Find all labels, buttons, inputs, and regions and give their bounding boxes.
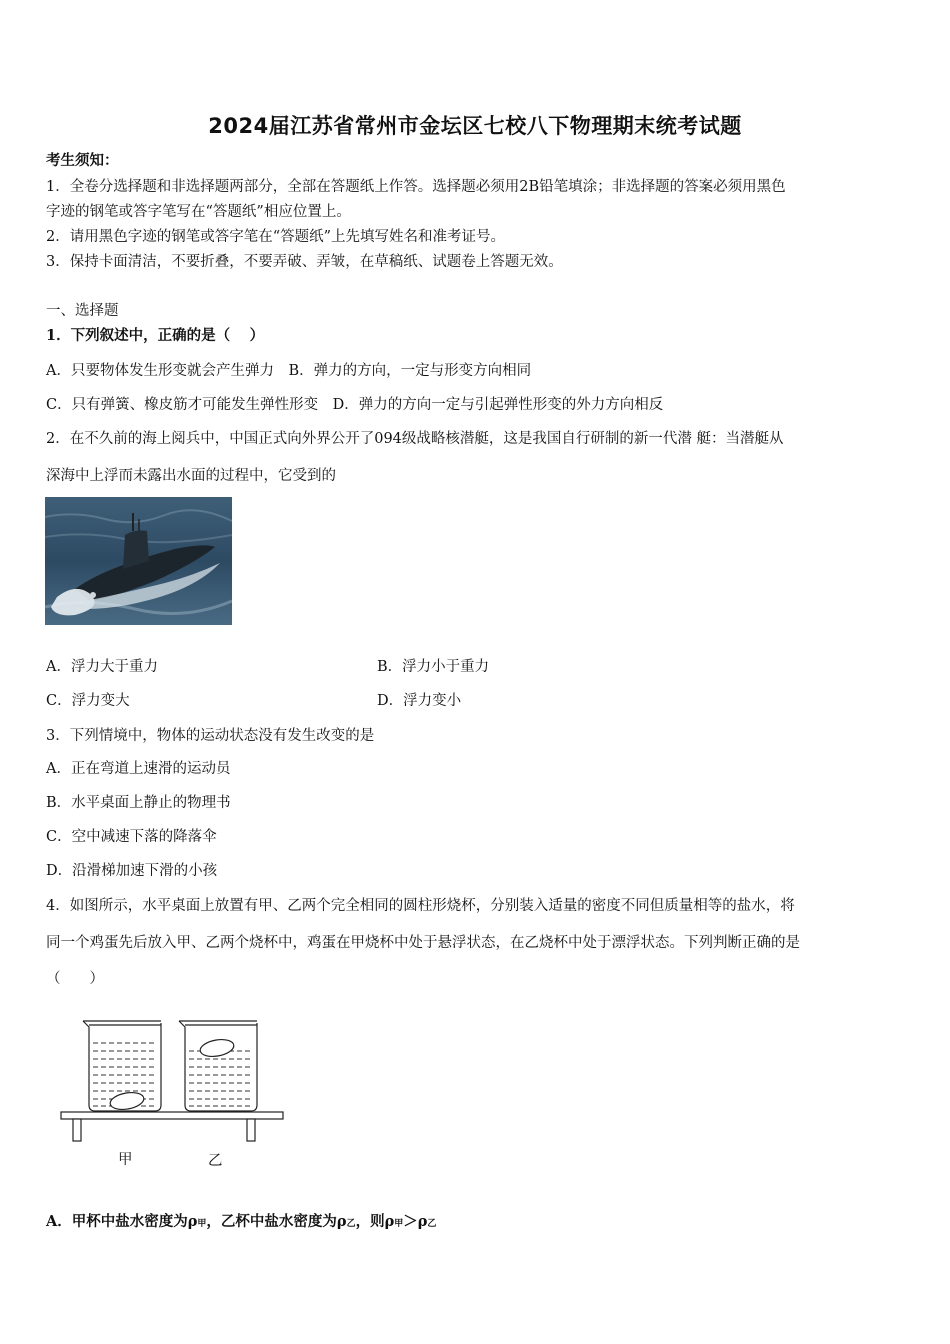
page-title: 2024届江苏省常州市金坛区七校八下物理期末统考试题: [208, 114, 742, 138]
notice-heading: 考生须知：: [46, 152, 119, 169]
section-heading: 一、选择题: [46, 303, 119, 319]
q4-option-a-part4: ＞ρ: [403, 1213, 428, 1230]
q1-stem: 1．下列叙述中，正确的是（ ）: [46, 327, 265, 344]
beaker-diagram: [55, 1015, 295, 1145]
q4-option-a-sub2: 乙: [346, 1219, 356, 1229]
table-top: [61, 1112, 283, 1119]
q2-stem-line1: 2．在不久前的海上阅兵中，中国正式向外界公开了094级战略核潜艇，这是我国自行研制的新一代潜 艇：当潜艇从: [46, 431, 784, 447]
q4-option-a-sub1: 甲: [197, 1219, 207, 1229]
q2-stem-line2: 深海中上浮而未露出水面的过程中，它受到的: [46, 468, 336, 484]
q4-option-a-sub4: 乙: [427, 1219, 437, 1229]
q2-option-a: A．浮力大于重力: [46, 659, 158, 675]
q4-option-a-sub3: 甲: [394, 1219, 404, 1229]
q4-stem-line2: 同一个鸡蛋先后放入甲、乙两个烧杯中，鸡蛋在甲烧杯中处于悬浮状态，在乙烧杯中处于漂浮状态。下列判断正确的是: [46, 935, 800, 951]
q2-option-b: B．浮力小于重力: [377, 659, 490, 675]
q3-option-b: B．水平桌面上静止的物理书: [46, 795, 231, 811]
q3-option-a: A．正在弯道上速滑的运动员: [46, 761, 231, 777]
q4-option-a-part2: ，乙杯中盐水密度为ρ: [206, 1213, 347, 1230]
label-jia: 甲: [118, 1152, 133, 1168]
q4-stem-line1: 4．如图所示，水平桌面上放置有甲、乙两个完全相同的圆柱形烧杯，分别装入适量的密度不同但质量相等的盐水，将: [46, 898, 795, 914]
q4-option-a: [46, 1212, 436, 1234]
notice-item-1: 1．全卷分选择题和非选择题两部分，全部在答题纸上作答。选择题必须用2B铅笔填涂；非选择题的答案必须用黑色: [46, 179, 786, 195]
q3-stem: 3．下列情境中，物体的运动状态没有发生改变的是: [46, 728, 375, 744]
q2-option-d: D．浮力变小: [377, 693, 462, 709]
q4-option-a-part3: ，则ρ: [355, 1213, 395, 1230]
notice-item-3: 3．保持卡面清洁，不要折叠，不要弄破、弄皱，在草稿纸、试题卷上答题无效。: [46, 254, 563, 270]
notice-item-2: 2．请用黑色字迹的钢笔或答字笔在“答题纸”上先填写姓名和准考证号。: [46, 229, 506, 245]
q4-option-a-part1: A．甲杯中盐水密度为ρ: [46, 1213, 198, 1230]
q4-stem-line3: （ ）: [46, 971, 104, 987]
beaker-yi: [179, 1021, 257, 1111]
egg-yi: [199, 1037, 235, 1059]
q1-options-row1: A．只要物体发生形变就会产生弹力 B．弹力的方向，一定与形变方向相同: [46, 363, 532, 379]
label-yi: 乙: [208, 1153, 223, 1169]
table-leg-left: [73, 1119, 81, 1141]
table-leg-right: [247, 1119, 255, 1141]
q2-option-c: C．浮力变大: [46, 693, 130, 709]
q3-option-d: D．沿滑梯加速下滑的小孩: [46, 863, 218, 879]
q3-option-c: C．空中减速下落的降落伞: [46, 829, 217, 845]
q1-options-row2: C．只有弹簧、橡皮筋才可能发生弹性形变 D．弹力的方向一定与引起弹性形变的外力方向相反: [46, 397, 664, 413]
egg-jia: [109, 1090, 145, 1112]
notice-item-1-cont: 字迹的钢笔或答字笔写在“答题纸”相应位置上。: [46, 204, 351, 220]
submarine-photo: [45, 497, 232, 625]
